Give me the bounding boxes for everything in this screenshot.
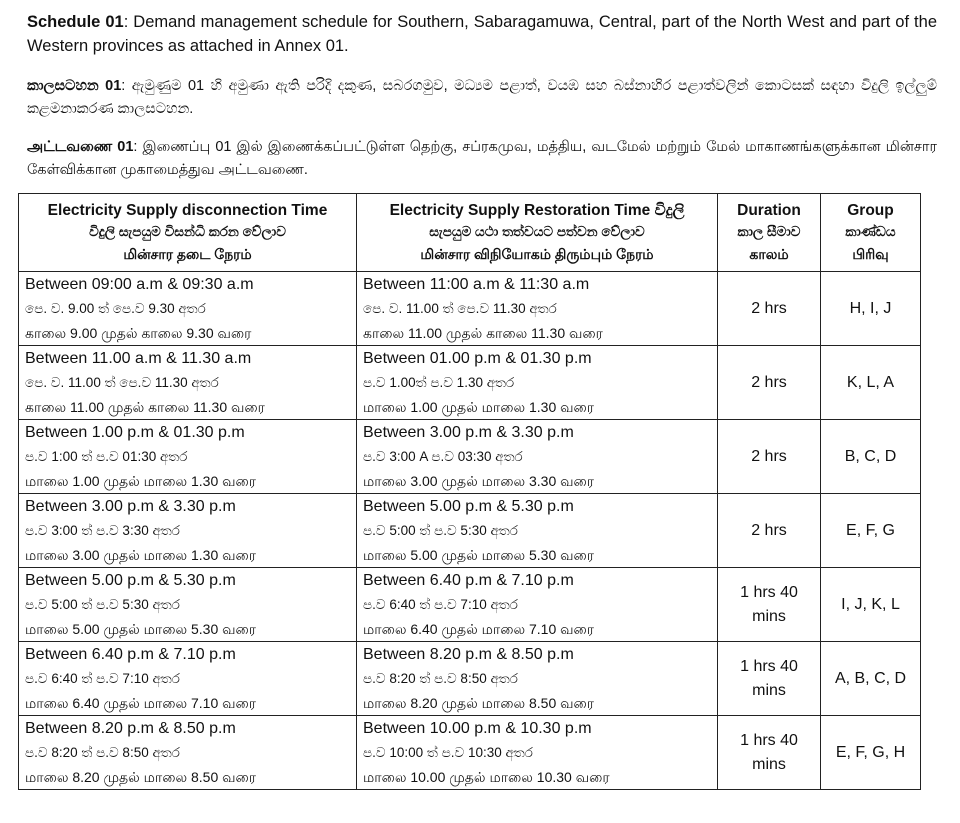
time-text-ta: மாலை 8.20 முதல் மாலை 8.50 வரை — [25, 768, 257, 785]
restoration-time-cell — [357, 494, 718, 568]
group-cell — [821, 346, 921, 420]
time-text-en: Between 01.00 p.m & 01.30 p.m — [363, 349, 592, 367]
group-text: E, F, G, H — [835, 743, 906, 761]
duration-text: 2 hrs — [751, 299, 787, 317]
time-text-en: Between 1.00 p.m & 01.30 p.m — [25, 423, 245, 441]
header-si: විදුලි සැපයුම විසන්ධි කරන වේලාව — [89, 224, 286, 239]
time-text-si: පෙ. ව. 11.00 ත් පෙ.ව 11.30 අතර — [363, 300, 557, 316]
group-text: I, J, K, L — [841, 595, 900, 613]
duration-cell — [718, 494, 821, 568]
duration-text: 1 hrs 40 mins — [740, 657, 798, 699]
duration-text: 1 hrs 40 mins — [740, 731, 798, 773]
group-text: K, L, A — [846, 373, 895, 391]
time-text-en: Between 5.00 p.m & 5.30 p.m — [25, 571, 236, 589]
time-text-ta: மாலை 5.00 முதல் மாலை 5.30 வரை — [25, 620, 257, 637]
schedule-label-ta: அட்டவணை 01 — [27, 139, 134, 155]
header-ta: பிரிவு — [852, 246, 889, 262]
time-text-en: Between 09:00 a.m & 09:30 a.m — [25, 275, 254, 293]
group-cell — [821, 568, 921, 642]
schedule-text-ta: : இணைப்பு 01 இல் இணைக்கப்பட்டுள்ள தெற்கு, சப்ரகமுவ, மத்திய, வடமேல் மற்றும் மேல் மாகாணங்களுக்கான மின்சார கேள்விக்கான முகாமைத்துவ அட்டவணை. — [27, 139, 938, 178]
time-text-si: ප.ව 6:40 ත් ප.ව 7:10 අතර — [363, 596, 518, 612]
time-text-ta: காலை 11.00 முதல் காலை 11.30 வரை — [25, 398, 265, 415]
time-text-si: පෙ. ව. 11.00 ත් පෙ.ව 11.30 අතර — [25, 374, 219, 390]
header-row — [19, 194, 921, 272]
time-text-en: Between 10.00 p.m & 10.30 p.m — [363, 719, 592, 737]
duration-cell — [718, 272, 821, 346]
table-row — [19, 716, 921, 790]
duration-text: 2 hrs — [751, 373, 787, 391]
time-text-si: ප.ව 8:20 ත් ප.ව 8:50 අතර — [25, 744, 180, 760]
schedule-table — [18, 193, 921, 790]
time-text-en: Between 8.20 p.m & 8.50 p.m — [25, 719, 236, 737]
restoration-time-cell — [357, 642, 718, 716]
time-text-si: ප.ව 3:00 A ප.ව 03:30 අතර — [363, 448, 523, 464]
header-en: Electricity Supply Restoration Time විදුලි — [389, 202, 685, 219]
time-text-en: Between 5.00 p.m & 5.30 p.m — [363, 497, 574, 515]
disconnection-time-cell — [19, 716, 357, 790]
time-text-si: ප.ව 5:00 ත් ප.ව 5:30 අතර — [25, 596, 180, 612]
duration-text: 2 hrs — [751, 521, 787, 539]
header-restoration-time — [357, 194, 718, 272]
header-ta: காலம் — [749, 246, 789, 262]
intro-tamil — [27, 136, 937, 182]
schedule-text-en: : Demand management schedule for Southern, Sabaragamuwa, Central, part of the North West and part of the Western provinces as attached in Annex 01. — [27, 13, 937, 55]
group-cell — [821, 272, 921, 346]
duration-cell — [718, 568, 821, 642]
schedule-text-si: : ඇමුණුම 01 හි අමුණා ඇති පරිදි දකුණ, සබරගමුව, මධ්‍යම පළාත්, වයඹ සහ බස්නාහිර පළාත්වලින් කොටසක් සඳහා විදුලි ඉල්ලුම් කළමනාකරණ කාලසටහන. — [27, 78, 937, 117]
time-text-si: ප.ව 1:00 ත් ප.ව 01:30 අතර — [25, 448, 188, 464]
time-text-si: ප.ව 8:20 ත් ප.ව 8:50 අතර — [363, 670, 518, 686]
restoration-time-cell — [357, 346, 718, 420]
time-text-ta: மாலை 3.00 முதல் மாலை 3.30 வரை — [363, 472, 595, 489]
intro-english — [27, 10, 937, 58]
disconnection-time-cell — [19, 642, 357, 716]
time-text-ta: மாலை 6.40 முதல் மாலை 7.10 வரை — [25, 694, 257, 711]
duration-cell — [718, 716, 821, 790]
time-text-ta: மாலை 3.00 முதல் மாலை 1.30 வரை — [25, 546, 257, 563]
disconnection-time-cell — [19, 346, 357, 420]
disconnection-time-cell — [19, 494, 357, 568]
time-text-en: Between 8.20 p.m & 8.50 p.m — [363, 645, 574, 663]
time-text-si: ප.ව 1.00ත් ප.ව 1.30 අතර — [363, 374, 515, 390]
disconnection-time-cell — [19, 272, 357, 346]
time-text-ta: மாலை 5.00 முதல் மாலை 5.30 வரை — [363, 546, 595, 563]
header-si: කාණ්ඩය — [845, 224, 896, 239]
duration-cell — [718, 346, 821, 420]
time-text-en: Between 6.40 p.m & 7.10 p.m — [25, 645, 236, 663]
schedule-label-si: කාලසටහන 01 — [27, 78, 122, 94]
time-text-si: ප.ව 5:00 ත් ප.ව 5:30 අතර — [363, 522, 518, 538]
table-row — [19, 420, 921, 494]
time-text-si: ප.ව 3:00 ත් ප.ව 3:30 අතර — [25, 522, 180, 538]
duration-cell — [718, 642, 821, 716]
duration-cell — [718, 420, 821, 494]
time-text-ta: மாலை 8.20 முதல் மாலை 8.50 வரை — [363, 694, 595, 711]
group-text: B, C, D — [844, 447, 897, 465]
restoration-time-cell — [357, 568, 718, 642]
time-text-ta: மாலை 1.00 முதல் மாலை 1.30 வரை — [25, 472, 257, 489]
intro-sinhala — [27, 75, 937, 121]
group-text: A, B, C, D — [834, 669, 907, 687]
table-row — [19, 272, 921, 346]
table-row — [19, 642, 921, 716]
header-ta: மின்சார விநியோகம் திரும்பும் நேரம் — [420, 246, 654, 262]
disconnection-time-cell — [19, 568, 357, 642]
time-text-en: Between 3.00 p.m & 3.30 p.m — [25, 497, 236, 515]
duration-text: 1 hrs 40 mins — [740, 583, 798, 625]
time-text-si: ප.ව 10:00 ත් ප.ව 10:30 අතර — [363, 744, 533, 760]
schedule-label-en: Schedule 01 — [27, 13, 124, 31]
time-text-ta: காலை 9.00 முதல் காலை 9.30 வரை — [25, 324, 252, 341]
header-en: Electricity Supply disconnection Time — [47, 202, 328, 219]
time-text-ta: மாலை 10.00 முதல் மாலை 10.30 வரை — [363, 768, 610, 785]
header-duration — [718, 194, 821, 272]
time-text-en: Between 11.00 a.m & 11.30 a.m — [25, 349, 252, 367]
header-en: Group — [847, 202, 894, 219]
time-text-ta: மாலை 1.00 முதல் மாலை 1.30 வரை — [363, 398, 595, 415]
time-text-ta: காலை 11.00 முதல் காலை 11.30 வரை — [363, 324, 603, 341]
time-text-si: පෙ. ව. 9.00 ත් පෙ.ව 9.30 අතර — [25, 300, 206, 316]
group-cell — [821, 420, 921, 494]
table-row — [19, 346, 921, 420]
header-group — [821, 194, 921, 272]
header-ta: மின்சார தடை நேரம் — [123, 246, 252, 262]
table-row — [19, 568, 921, 642]
header-si: කාල සීමාව — [737, 224, 801, 239]
time-text-si: ප.ව 6:40 ත් ප.ව 7:10 අතර — [25, 670, 180, 686]
group-cell — [821, 494, 921, 568]
time-text-en: Between 11:00 a.m & 11:30 a.m — [363, 275, 590, 293]
disconnection-time-cell — [19, 420, 357, 494]
table-row — [19, 494, 921, 568]
group-text: E, F, G — [846, 521, 895, 539]
group-cell — [821, 716, 921, 790]
time-text-en: Between 3.00 p.m & 3.30 p.m — [363, 423, 574, 441]
group-cell — [821, 642, 921, 716]
time-text-en: Between 6.40 p.m & 7.10 p.m — [363, 571, 574, 589]
time-text-ta: மாலை 6.40 முதல் மாலை 7.10 வரை — [363, 620, 595, 637]
header-en: Duration — [737, 202, 801, 219]
restoration-time-cell — [357, 420, 718, 494]
duration-text: 2 hrs — [751, 447, 787, 465]
group-text: H, I, J — [849, 299, 892, 317]
header-disconnection-time — [19, 194, 357, 272]
header-si: සැපයුම යථා තත්වයට පත්වන වේලාව — [429, 224, 645, 239]
restoration-time-cell — [357, 716, 718, 790]
restoration-time-cell — [357, 272, 718, 346]
